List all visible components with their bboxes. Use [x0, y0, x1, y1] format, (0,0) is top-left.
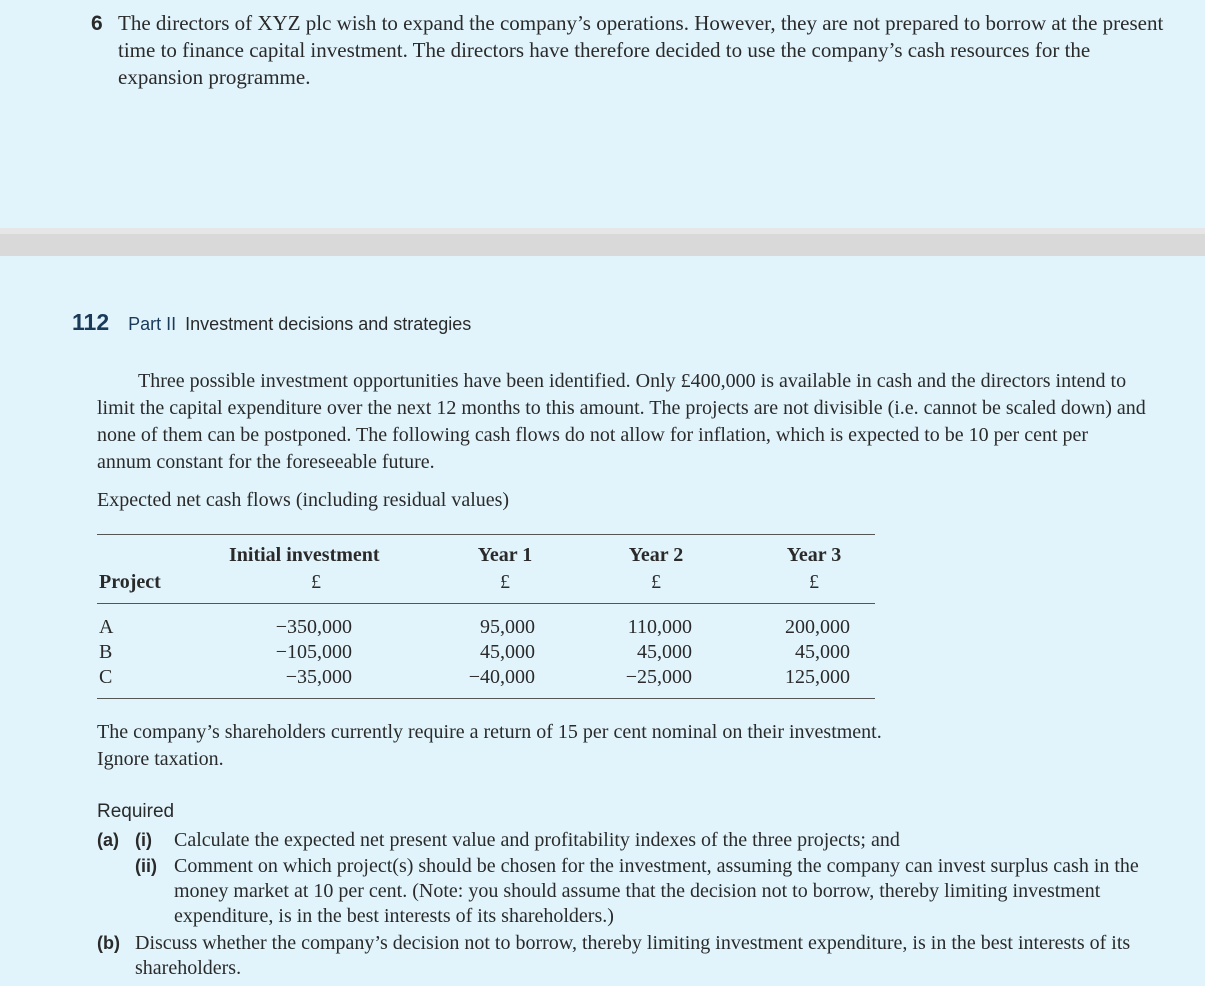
part-label: Part II [128, 314, 177, 334]
page-header [72, 309, 471, 336]
table-row-project: A [99, 616, 114, 638]
table-bottom-rule [97, 698, 875, 699]
part-b-text: Discuss whether the company’s decision not to borrow, thereby limiting investment expenditure, is in the best interests of its shareholders. [135, 932, 1131, 979]
table-cell-year3: 125,000 [785, 666, 850, 688]
part-a-i-label: (i) [135, 830, 152, 850]
part-a-ii-label: (ii) [135, 856, 157, 876]
table-cell-year2: 45,000 [637, 641, 692, 663]
table-cell-initial: −35,000 [285, 666, 352, 688]
part-a-i-text: Calculate the expected net present value and profitability indexes of the three projects; and [174, 829, 900, 851]
table-cell-year1: 95,000 [480, 616, 535, 638]
table-cell-year2: 110,000 [627, 616, 692, 638]
table-title: Expected net cash flows (including residual values) [97, 489, 510, 511]
header-year1: Year 1 [477, 544, 533, 566]
part-a-label: (a) [97, 830, 119, 850]
chapter-title: Investment decisions and strategies [185, 314, 472, 334]
table-cell-year1: −40,000 [468, 666, 535, 688]
question-number: 6 [91, 12, 103, 35]
header-project: Project [99, 571, 161, 593]
page-number: 112 [72, 309, 110, 335]
question-6-text: The directors of XYZ plc wish to expand the company’s operations. However, they are not prepared to borrow at the present time to finance capital investment. The directors have therefore decided to use the company’s cash resources for the expansion programme. [118, 11, 1164, 89]
unit-year1: £ [500, 571, 510, 593]
header-year2: Year 2 [628, 544, 684, 566]
question-6 [91, 10, 1171, 91]
header-year3: Year 3 [786, 544, 842, 566]
table-cell-year2: −25,000 [625, 666, 692, 688]
part-a-ii-text: Comment on which project(s) should be chosen for the investment, assuming the company can invest surplus cash in the money market at 10 per cent. (Note: you should assume that the decision not to borrow, thereby limiting investment expenditure, is in the best interests of its shareholders.) [174, 855, 1139, 927]
table-cell-initial: −105,000 [275, 641, 352, 663]
intro-paragraph: Three possible investment opportunities have been identified. Only £400,000 is available in cash and the directors intend to limit the capital expenditure over the next 12 months to this amount. The projects are not divisible (i.e. cannot be scaled down) and none of them can be postponed. The following cash flows do not allow for inflation, which is expected to be 10 per cent per annum constant for the foreseeable future. [97, 370, 1146, 473]
closing-line-1: The company’s shareholders currently require a return of 15 per cent nominal on their investment. [97, 721, 882, 743]
unit-year3: £ [809, 571, 819, 593]
table-cell-year1: 45,000 [480, 641, 535, 663]
table-top-rule [97, 534, 875, 535]
part-b-label: (b) [97, 933, 120, 953]
table-header-rule [97, 603, 875, 604]
unit-initial: £ [311, 571, 321, 593]
required-heading: Required [97, 801, 175, 822]
page-divider [0, 228, 1205, 256]
table-cell-year3: 200,000 [785, 616, 850, 638]
table-cell-initial: −350,000 [275, 616, 352, 638]
closing-line-2: Ignore taxation. [97, 748, 224, 770]
closing-paragraph [97, 719, 1137, 773]
unit-year2: £ [651, 571, 661, 593]
header-initial: Initial investment [229, 544, 380, 566]
table-cell-year3: 45,000 [795, 641, 850, 663]
table-row-project: B [99, 641, 113, 663]
table-row-project: C [99, 666, 113, 688]
